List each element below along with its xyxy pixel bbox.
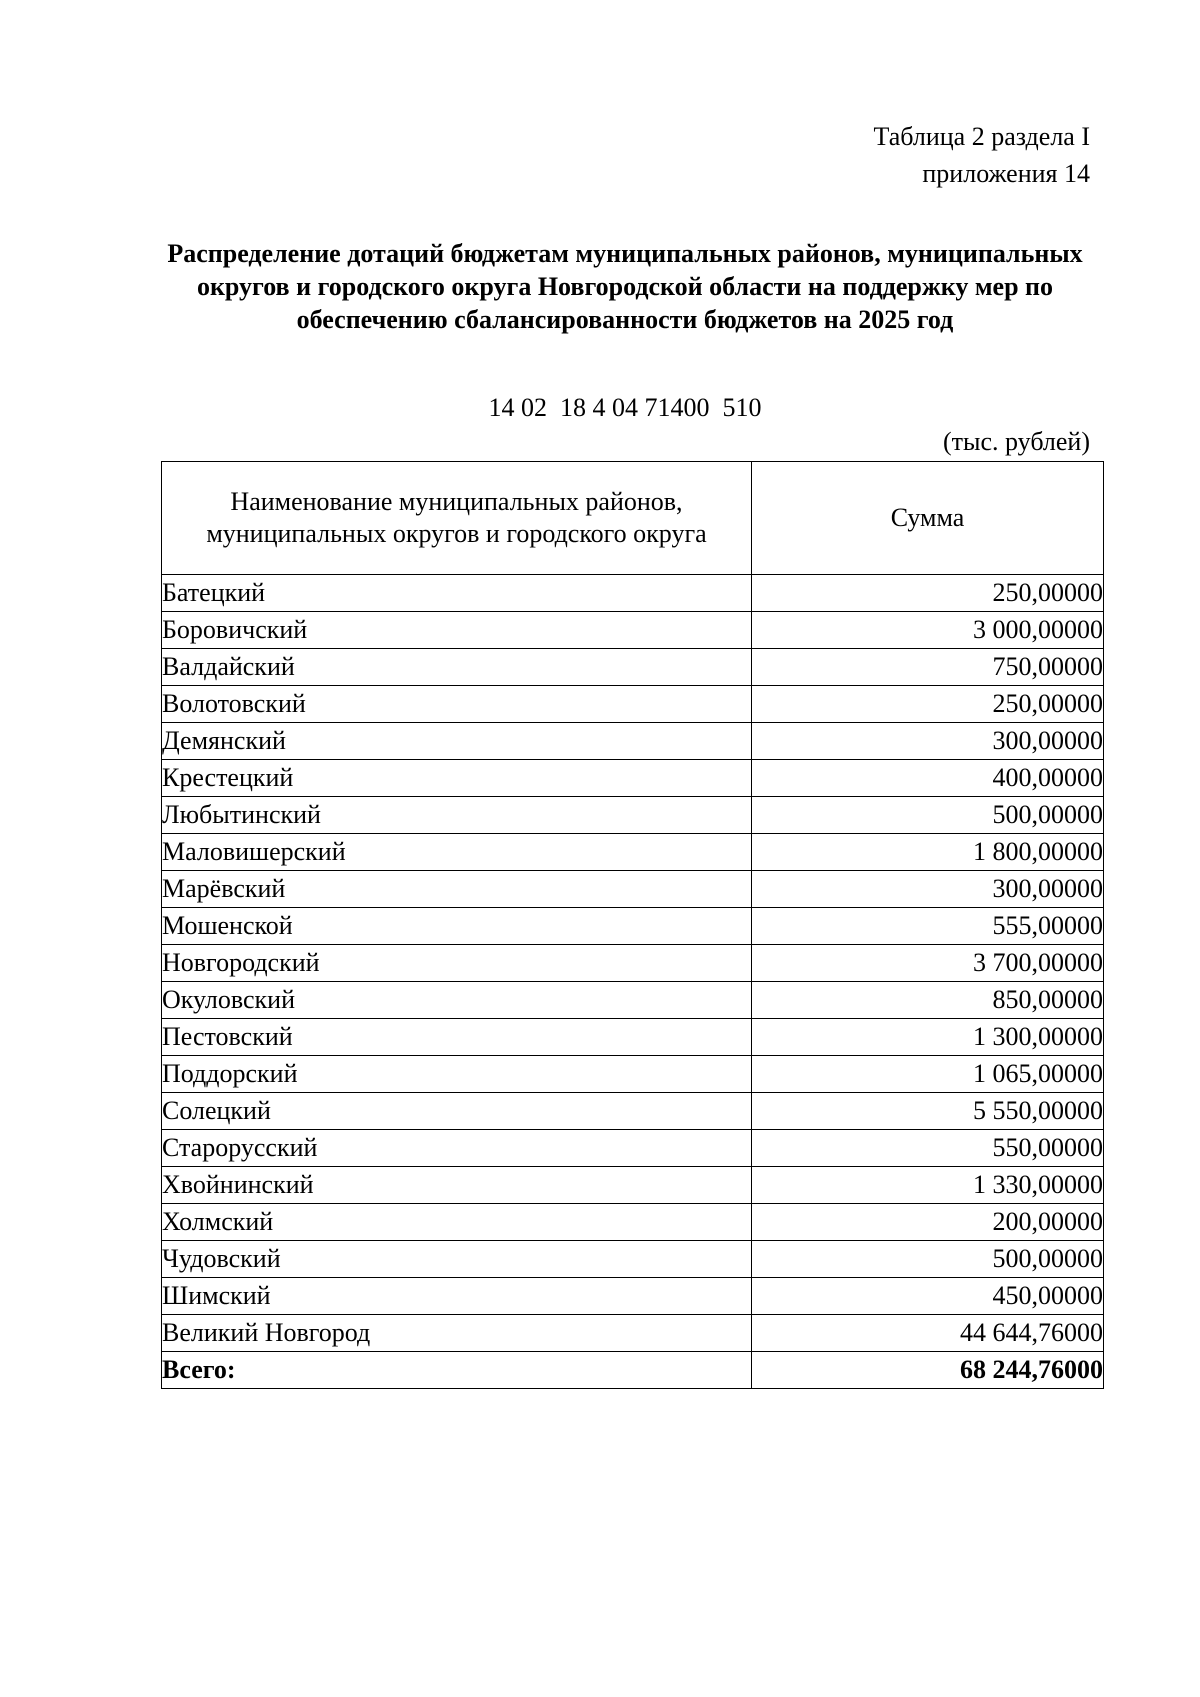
annex-line-table: Таблица 2 раздела I	[873, 122, 1090, 151]
table-row	[162, 797, 1104, 834]
table-row	[162, 871, 1104, 908]
table-row	[162, 1093, 1104, 1130]
column-header-sum: Сумма	[752, 462, 1104, 575]
district-name: Холмский	[162, 1204, 752, 1241]
annex-line-appendix: приложения 14	[922, 159, 1090, 188]
table-row	[162, 686, 1104, 723]
district-sum: 3 700,00000	[752, 945, 1104, 982]
district-sum: 450,00000	[752, 1278, 1104, 1315]
district-name: Окуловский	[162, 982, 752, 1019]
table-row	[162, 760, 1104, 797]
district-name: Боровичский	[162, 612, 752, 649]
total-label: Всего:	[162, 1352, 752, 1389]
table-row	[162, 1241, 1104, 1278]
district-sum: 1 065,00000	[752, 1056, 1104, 1093]
district-name: Новгородский	[162, 945, 752, 982]
table-row	[162, 1019, 1104, 1056]
table-row	[162, 945, 1104, 982]
district-name: Хвойнинский	[162, 1167, 752, 1204]
district-name: Демянский	[162, 723, 752, 760]
district-sum: 300,00000	[752, 723, 1104, 760]
district-sum: 5 550,00000	[752, 1093, 1104, 1130]
district-name: Волотовский	[162, 686, 752, 723]
district-sum: 3 000,00000	[752, 612, 1104, 649]
district-sum: 550,00000	[752, 1130, 1104, 1167]
table-row	[162, 1167, 1104, 1204]
district-sum: 500,00000	[752, 1241, 1104, 1278]
table-row	[162, 834, 1104, 871]
table-row	[162, 1204, 1104, 1241]
district-sum: 1 300,00000	[752, 1019, 1104, 1056]
column-header-name: Наименование муниципальных районов, муниципальных округов и городского округа	[162, 462, 752, 575]
district-sum: 200,00000	[752, 1204, 1104, 1241]
document-title: Распределение дотаций бюджетам муниципальных районов, муниципальных округов и городского округа Новгородской области на поддержку мер по обеспечению сбалансированности бюджетов на 2025 год	[167, 239, 1083, 334]
district-name: Марёвский	[162, 871, 752, 908]
district-name: Солецкий	[162, 1093, 752, 1130]
unit-label: (тыс. рублей)	[942, 427, 1090, 456]
budget-table	[161, 461, 1104, 1389]
district-name: Крестецкий	[162, 760, 752, 797]
district-sum: 300,00000	[752, 871, 1104, 908]
table-header-row	[162, 462, 1104, 575]
district-sum: 555,00000	[752, 908, 1104, 945]
district-name: Великий Новгород	[162, 1315, 752, 1352]
district-name: Чудовский	[162, 1241, 752, 1278]
table-row	[162, 982, 1104, 1019]
district-name: Поддорский	[162, 1056, 752, 1093]
table-row	[162, 1315, 1104, 1352]
table-row	[162, 649, 1104, 686]
table-row	[162, 723, 1104, 760]
table-row	[162, 612, 1104, 649]
district-name: Старорусский	[162, 1130, 752, 1167]
table-row	[162, 1056, 1104, 1093]
district-sum: 850,00000	[752, 982, 1104, 1019]
district-name: Маловишерский	[162, 834, 752, 871]
district-sum: 1 330,00000	[752, 1167, 1104, 1204]
table-row	[162, 908, 1104, 945]
total-sum: 68 244,76000	[752, 1352, 1104, 1389]
district-name: Батецкий	[162, 575, 752, 612]
budget-classification-code: 14 02 18 4 04 71400 510	[488, 393, 762, 422]
table-row	[162, 1130, 1104, 1167]
district-name: Любытинский	[162, 797, 752, 834]
table-total-row	[162, 1352, 1104, 1389]
district-name: Шимский	[162, 1278, 752, 1315]
table-body	[162, 575, 1104, 1389]
district-sum: 400,00000	[752, 760, 1104, 797]
district-sum: 250,00000	[752, 575, 1104, 612]
table-row	[162, 1278, 1104, 1315]
district-sum: 44 644,76000	[752, 1315, 1104, 1352]
annex-reference	[874, 118, 1090, 192]
district-sum: 250,00000	[752, 686, 1104, 723]
district-name: Мошенской	[162, 908, 752, 945]
district-sum: 1 800,00000	[752, 834, 1104, 871]
district-sum: 500,00000	[752, 797, 1104, 834]
district-sum: 750,00000	[752, 649, 1104, 686]
district-name: Пестовский	[162, 1019, 752, 1056]
district-name: Валдайский	[162, 649, 752, 686]
table-row	[162, 575, 1104, 612]
